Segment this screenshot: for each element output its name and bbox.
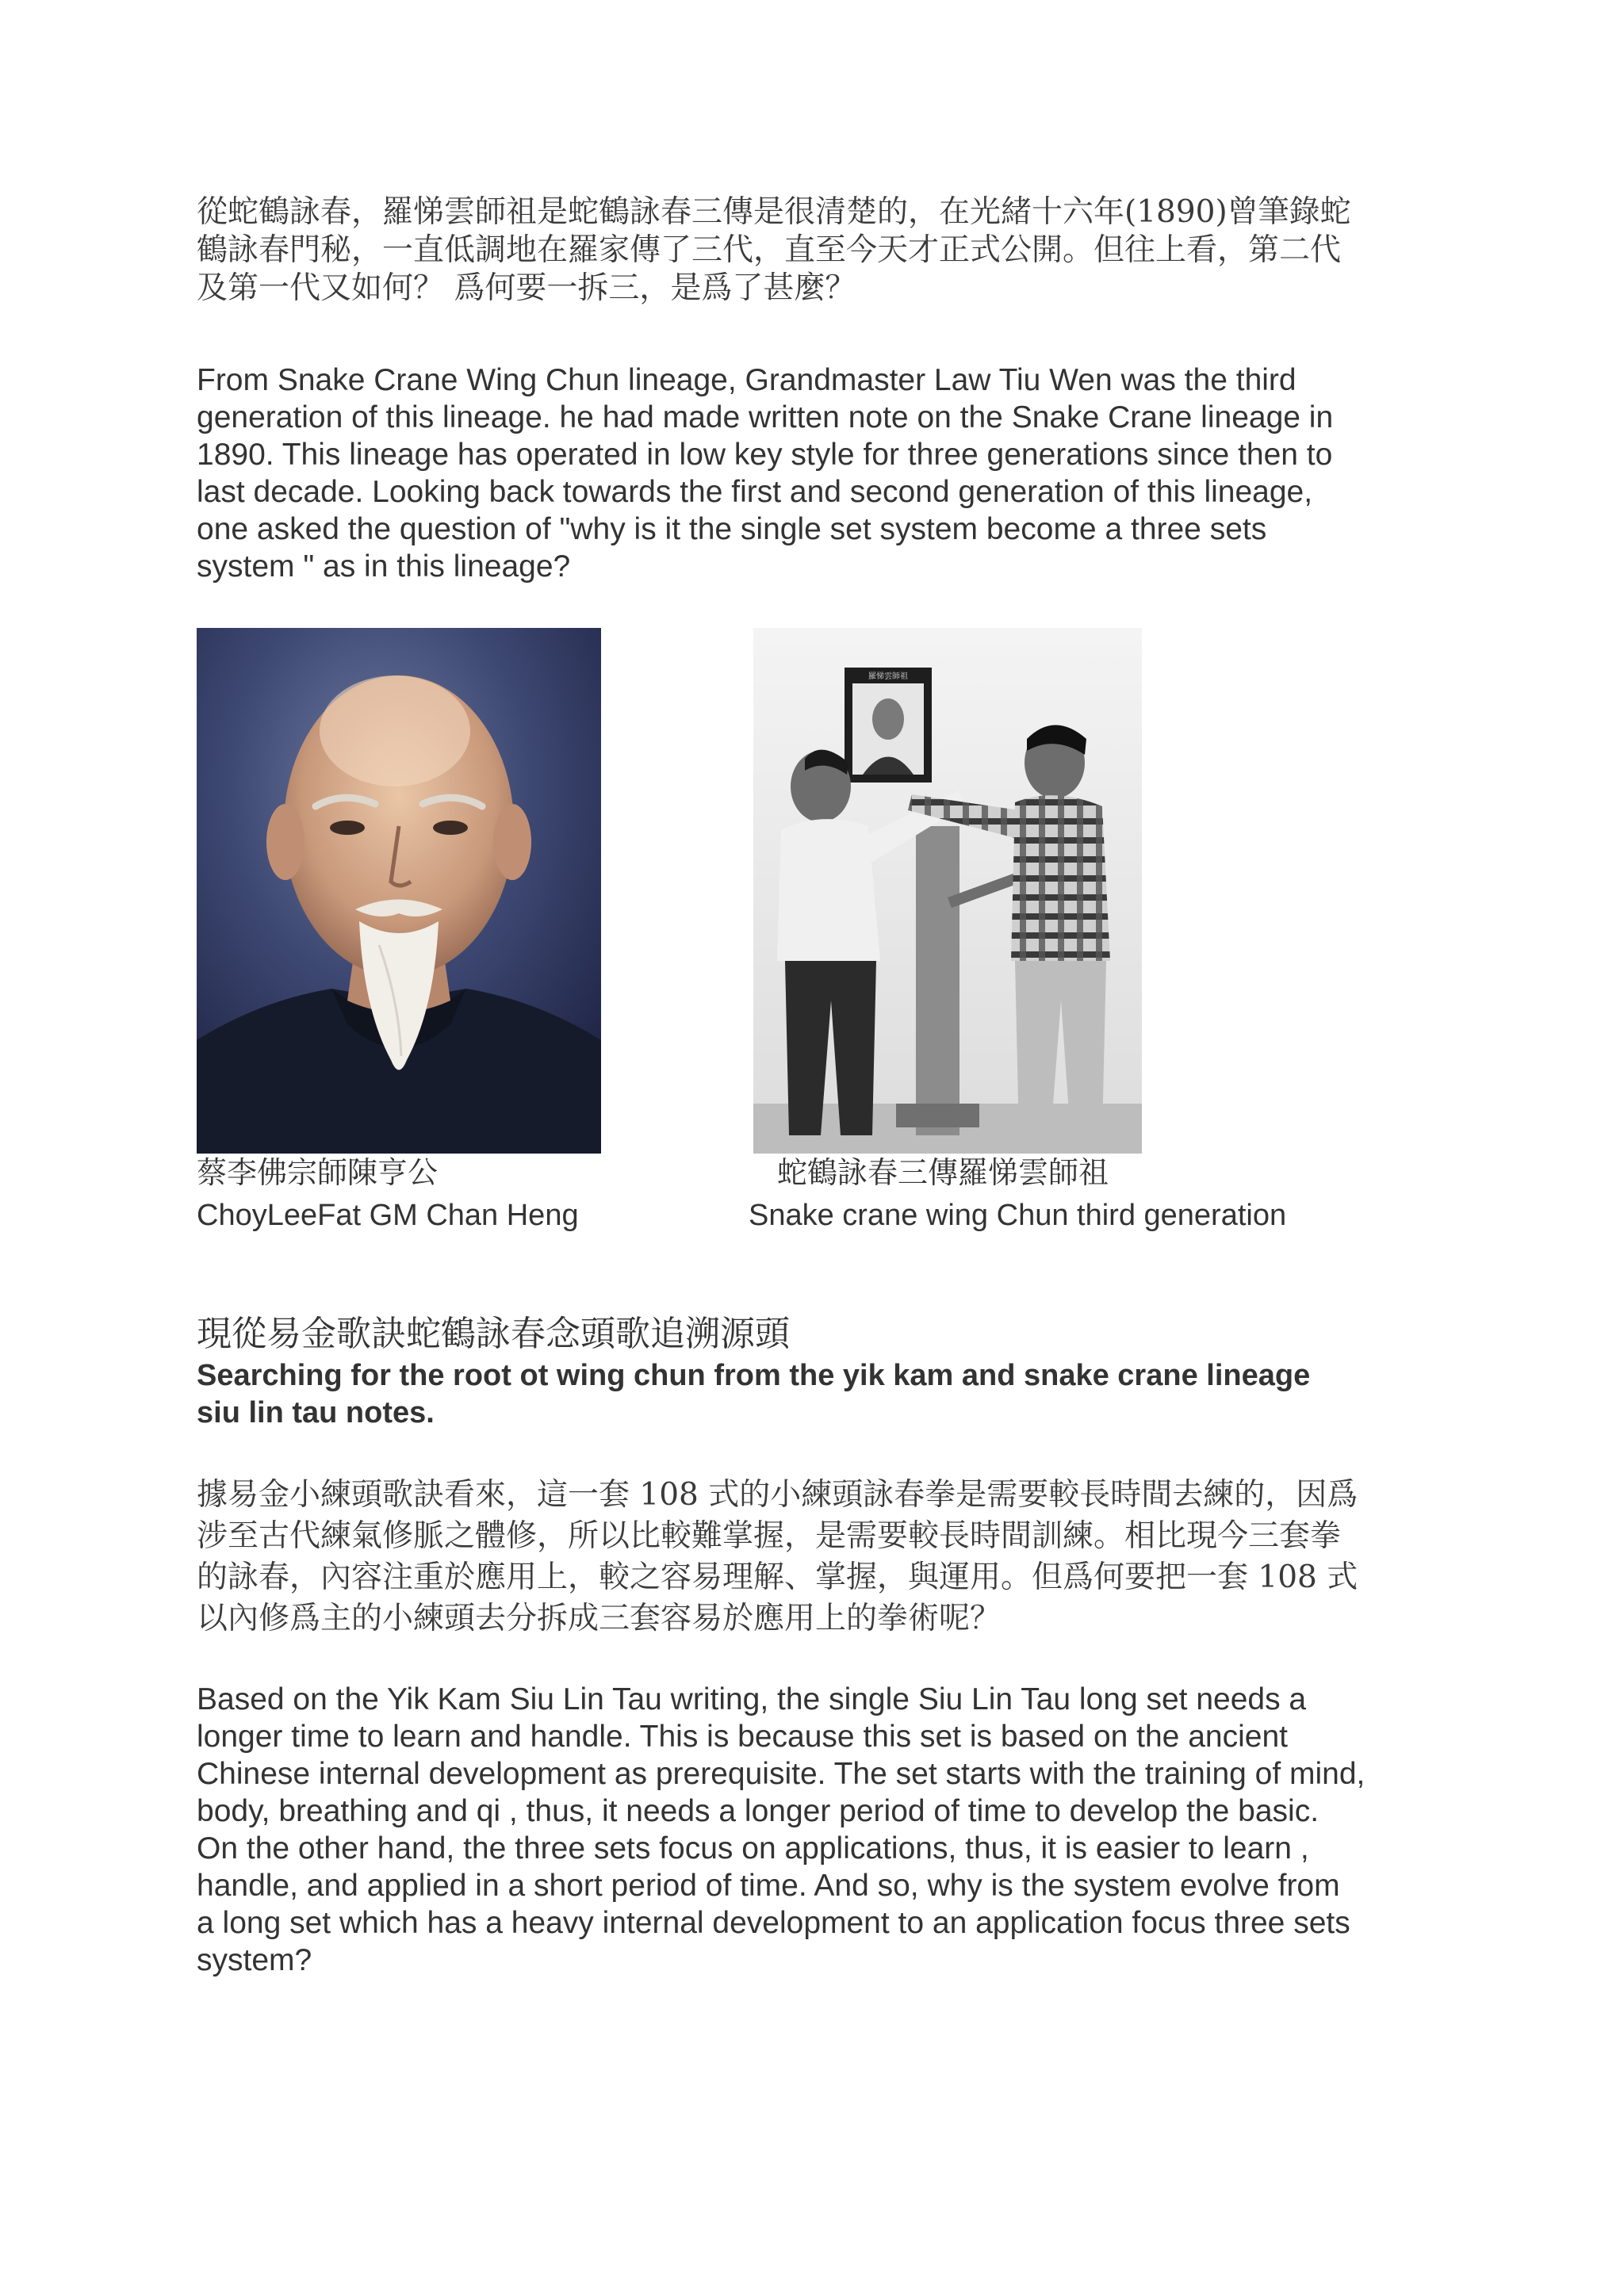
bw-photo-illustration bbox=[753, 628, 1142, 1154]
text-line: generation of this lineage. he had made written note on the Snake Crane lineage in bbox=[197, 400, 1334, 434]
text-line: 據易金小練頭歌訣看來，這一套 108 式的小練頭詠春拳是需要較長時間去練的，因爲 bbox=[197, 1477, 1358, 1513]
text-line: 從蛇鶴詠春，羅悌雲師祖是蛇鶴詠春三傳是很清楚的，在光緒十六年(1890)曾筆錄蛇 bbox=[197, 194, 1351, 230]
text-line: last decade. Looking back towards the first and second generation of this lineage, bbox=[197, 475, 1313, 509]
text-line: From Snake Crane Wing Chun lineage, Grandmaster Law Tiu Wen was the third bbox=[197, 363, 1297, 397]
text-line: system " as in this lineage? bbox=[197, 549, 571, 584]
text-line: On the other hand, the three sets focus on applications, thus, it is easier to learn , bbox=[197, 1831, 1309, 1866]
heading-line: Searching for the root ot wing chun from the yik kam and snake crane lineage bbox=[197, 1359, 1311, 1392]
text-line: 及第一代又如何？ 爲何要一拆三，是爲了甚麼？ bbox=[197, 270, 856, 306]
portrait-illustration bbox=[197, 628, 601, 1154]
text-line: a long set which has a heavy internal development to an application focus three sets bbox=[197, 1906, 1350, 1940]
text-line: 以內修爲主的小練頭去分拆成三套容易於應用上的拳術呢？ bbox=[197, 1601, 1002, 1636]
section-chinese-paragraph bbox=[197, 1475, 1442, 1640]
text-line: handle, and applied in a short period of time. And so, why is the system evolve from bbox=[197, 1869, 1340, 1903]
section-heading-english bbox=[197, 1357, 1465, 1432]
text-line: Based on the Yik Kam Siu Lin Tau writing, the single Siu Lin Tau long set needs a bbox=[197, 1682, 1307, 1716]
portrait-painting-chan-heng bbox=[197, 628, 601, 1154]
text-line: system? bbox=[197, 1943, 312, 1977]
section-english-paragraph bbox=[197, 1681, 1465, 1979]
left-caption-chinese: 蔡李佛宗師陳亨公 bbox=[197, 1155, 439, 1190]
text-line: body, breathing and qi , thus, it needs a longer period of time to develop the basic. bbox=[197, 1794, 1320, 1828]
text-line: 鶴詠春門秘，一直低調地在羅家傳了三代，直至今天才正式公開。但往上看，第二代 bbox=[197, 232, 1342, 268]
photo-snake-crane-third-generation bbox=[753, 628, 1142, 1154]
text-line: 涉至古代練氣修脈之體修，所以比較難掌握，是需要較長時間訓練。相比現今三套拳 bbox=[197, 1518, 1342, 1554]
text-line: Chinese internal development as prerequisite. The set starts with the training of mind, bbox=[197, 1757, 1365, 1791]
right-caption-chinese: 蛇鶴詠春三傳羅悌雲師祖 bbox=[777, 1155, 1109, 1190]
heading-line: siu lin tau notes. bbox=[197, 1396, 435, 1429]
frame-plaque: 羅悌雲師祖 bbox=[868, 672, 908, 681]
left-caption-english: ChoyLeeFat GM Chan Heng bbox=[197, 1199, 579, 1232]
right-caption-english: Snake crane wing Chun third generation bbox=[749, 1199, 1287, 1232]
section-heading-chinese: 現從易金歌訣蛇鶴詠春念頭歌追溯源頭 bbox=[197, 1314, 790, 1354]
intro-english-paragraph bbox=[197, 362, 1465, 585]
text-line: one asked the question of "why is it the single set system become a three sets bbox=[197, 512, 1267, 546]
text-line: longer time to learn and handle. This is because this set is based on the ancient bbox=[197, 1720, 1288, 1754]
text-line: 1890. This lineage has operated in low key style for three generations since then to bbox=[197, 438, 1333, 472]
intro-chinese-paragraph bbox=[197, 193, 1442, 308]
text-line: 的詠春，內容注重於應用上，較之容易理解、掌握，與運用。但爲何要把一套 108 式 bbox=[197, 1559, 1358, 1595]
